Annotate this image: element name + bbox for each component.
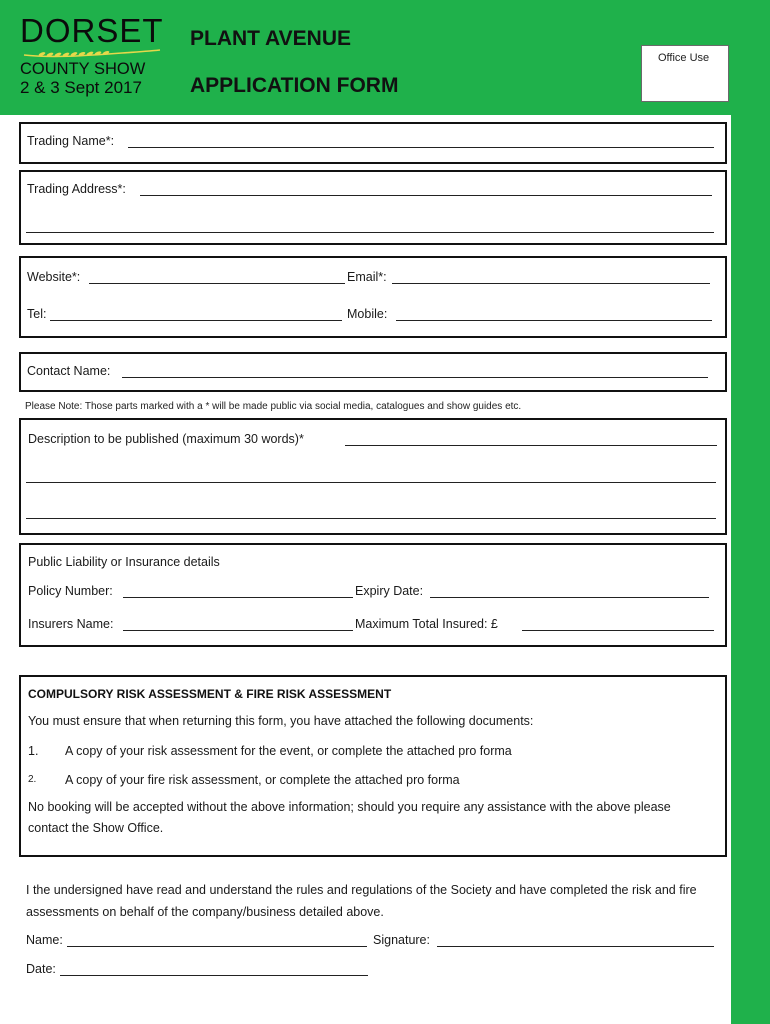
office-use-label: Office Use <box>658 52 710 64</box>
policy-number-label: Policy Number: <box>28 584 113 598</box>
insurers-name-field[interactable] <box>123 630 353 631</box>
risk-item-2-number: 2. <box>28 774 37 785</box>
risk-warning: No booking will be accepted without the above information; should you require any assistance with the above please contact the Show Office. <box>28 800 671 835</box>
insurance-heading: Public Liability or Insurance details <box>28 555 220 569</box>
description-field-3[interactable] <box>26 518 716 519</box>
tel-field[interactable] <box>50 320 342 321</box>
description-field-1[interactable] <box>345 445 717 446</box>
form-title-line1: PLANT AVENUE <box>190 27 352 50</box>
tel-label: Tel: <box>27 307 47 321</box>
logo-dates: 2 & 3 Sept 2017 <box>20 78 142 97</box>
trading-address-field-2[interactable] <box>26 232 714 233</box>
email-label: Email*: <box>347 270 387 284</box>
show-logo <box>20 14 170 97</box>
mobile-label: Mobile: <box>347 307 388 321</box>
public-info-note: Please Note: Those parts marked with a * will be made public via social media, catalogues and show guides etc. <box>25 401 522 412</box>
expiry-date-label: Expiry Date: <box>355 584 424 598</box>
description-field-2[interactable] <box>26 482 716 483</box>
risk-item-1: A copy of your risk assessment for the event, or complete the attached pro forma <box>65 744 512 758</box>
signature-label: Signature: <box>373 933 430 947</box>
right-band <box>731 0 770 1024</box>
declaration-text: I the undersigned have read and understand the rules and regulations of the Society and have completed the risk and fire assessments on behalf of the company/business detailed above. <box>26 883 697 919</box>
risk-intro: You must ensure that when returning this form, you have attached the following documents: <box>28 714 534 728</box>
policy-number-field[interactable] <box>123 597 353 598</box>
logo-title: DORSET <box>20 12 164 49</box>
contact-name-section <box>19 352 727 392</box>
description-label: Description to be published (maximum 30 words)* <box>28 432 304 446</box>
risk-item-2: A copy of your fire risk assessment, or complete the attached pro forma <box>65 773 460 787</box>
max-insured-field[interactable] <box>522 630 714 631</box>
mobile-field[interactable] <box>396 320 712 321</box>
form-title-line2: APPLICATION FORM <box>190 74 399 97</box>
logo-subtitle: COUNTY SHOW <box>20 60 146 78</box>
trading-name-field[interactable] <box>128 147 714 148</box>
name-label: Name: <box>26 933 63 947</box>
risk-item-1-number: 1. <box>28 744 39 758</box>
risk-assessment-title: COMPULSORY RISK ASSESSMENT & FIRE RISK ASSESSMENT <box>28 687 392 701</box>
contact-name-label: Contact Name: <box>27 364 111 378</box>
date-field[interactable] <box>60 975 368 976</box>
contact-details-section <box>19 256 727 338</box>
expiry-date-field[interactable] <box>430 597 709 598</box>
website-field[interactable] <box>89 283 345 284</box>
email-field[interactable] <box>392 283 710 284</box>
wheat-icon <box>22 49 162 59</box>
trading-address-field-1[interactable] <box>140 195 712 196</box>
max-insured-label: Maximum Total Insured: £ <box>355 617 498 631</box>
trading-name-label: Trading Name*: <box>27 134 115 148</box>
office-use-box[interactable] <box>641 45 729 102</box>
signature-field[interactable] <box>437 946 714 947</box>
insurers-name-label: Insurers Name: <box>28 617 114 631</box>
trading-name-section <box>19 122 727 164</box>
website-label: Website*: <box>27 270 81 284</box>
date-label: Date: <box>26 962 56 976</box>
contact-name-field[interactable] <box>122 377 708 378</box>
name-field[interactable] <box>67 946 367 947</box>
trading-address-label: Trading Address*: <box>27 182 126 196</box>
